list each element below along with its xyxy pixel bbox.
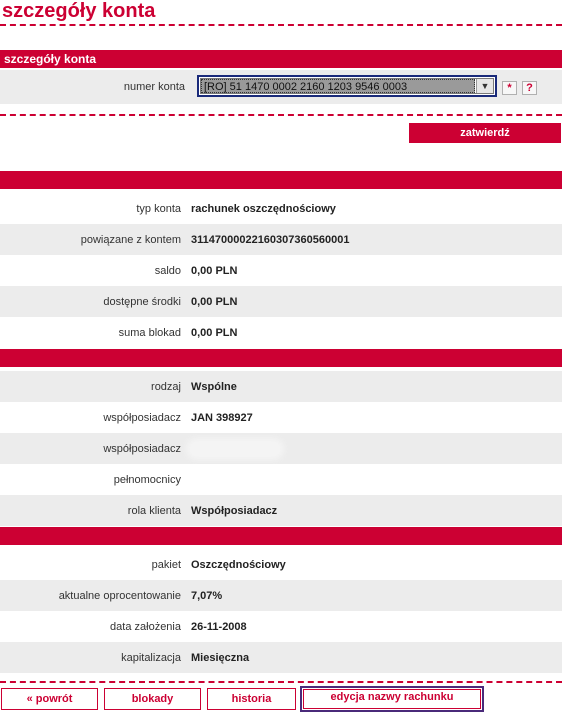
section-header-details — [0, 171, 562, 189]
ownership-type-value: Wspólne — [191, 380, 237, 393]
section-header-owners — [0, 349, 562, 367]
client-role-value: Współposiadacz — [191, 504, 278, 517]
rename-account-label: edycja nazwy rachunku — [303, 689, 481, 709]
blocks-total-value: 0,00 PLN — [191, 326, 238, 339]
divider-bottom — [0, 681, 562, 683]
account-number-label: numer konta — [123, 81, 185, 93]
details-row — [0, 286, 562, 317]
section-header-package — [0, 527, 562, 545]
package-row — [0, 549, 562, 580]
open-date-label: data założenia — [110, 620, 181, 633]
redacted-area — [190, 442, 280, 456]
co-owner-value: JAN 398927 — [191, 411, 253, 424]
owners-row — [0, 495, 562, 526]
blocks-total-label: suma blokad — [118, 326, 181, 339]
co-owner-label: współposiadacz — [103, 442, 181, 455]
ownership-type-label: rodzaj — [151, 380, 181, 393]
co-owner-label: współposiadacz — [103, 411, 181, 424]
rename-account-button[interactable] — [300, 686, 484, 712]
account-number-value: [RO] 51 1470 0002 2160 1203 9546 0003 — [201, 79, 475, 93]
capitalization-label: kapitalizacja — [121, 651, 181, 664]
package-row — [0, 580, 562, 611]
required-marker-button[interactable]: * — [502, 81, 517, 95]
balance-value: 0,00 PLN — [191, 264, 238, 277]
package-label: pakiet — [151, 558, 181, 571]
back-button[interactable]: « powrót — [1, 688, 98, 710]
owners-row — [0, 433, 562, 464]
package-value: Oszczędnościowy — [191, 558, 286, 571]
owners-row — [0, 464, 562, 495]
details-row — [0, 255, 562, 286]
section-header-account: szczegóły konta — [0, 50, 562, 68]
package-row — [0, 611, 562, 642]
linked-account-label: powiązane z kontem — [80, 233, 181, 246]
available-funds-label: dostępne środki — [103, 295, 181, 308]
open-date-value: 26-11-2008 — [191, 620, 247, 633]
details-row — [0, 317, 562, 348]
capitalization-value: Miesięczna — [191, 651, 250, 664]
divider-top — [0, 24, 562, 26]
package-row — [0, 642, 562, 673]
history-button[interactable]: historia — [207, 688, 296, 710]
divider-account — [0, 114, 562, 116]
interest-rate-label: aktualne oprocentowanie — [58, 589, 181, 602]
account-type-value: rachunek oszczędnościowy — [191, 202, 336, 215]
interest-rate-value: 7,07% — [191, 589, 223, 602]
blocks-button[interactable]: blokady — [104, 688, 201, 710]
owners-row — [0, 402, 562, 433]
account-type-label: typ konta — [136, 202, 181, 215]
page-title: szczegóły konta — [2, 0, 156, 22]
chevron-down-icon[interactable]: ▼ — [476, 79, 493, 93]
linked-account-value: 31147000022160307360560001 — [191, 233, 350, 246]
help-button[interactable]: ? — [522, 81, 537, 95]
details-row — [0, 224, 562, 255]
confirm-button[interactable]: zatwierdź — [409, 123, 561, 143]
available-funds-value: 0,00 PLN — [191, 295, 238, 308]
owners-row — [0, 371, 562, 402]
client-role-label: rola klienta — [127, 504, 181, 517]
account-number-select[interactable] — [197, 75, 497, 97]
account-select-row — [0, 70, 562, 104]
balance-label: saldo — [154, 264, 181, 277]
details-row — [0, 193, 562, 224]
proxies-label: pełnomocnicy — [113, 473, 181, 486]
